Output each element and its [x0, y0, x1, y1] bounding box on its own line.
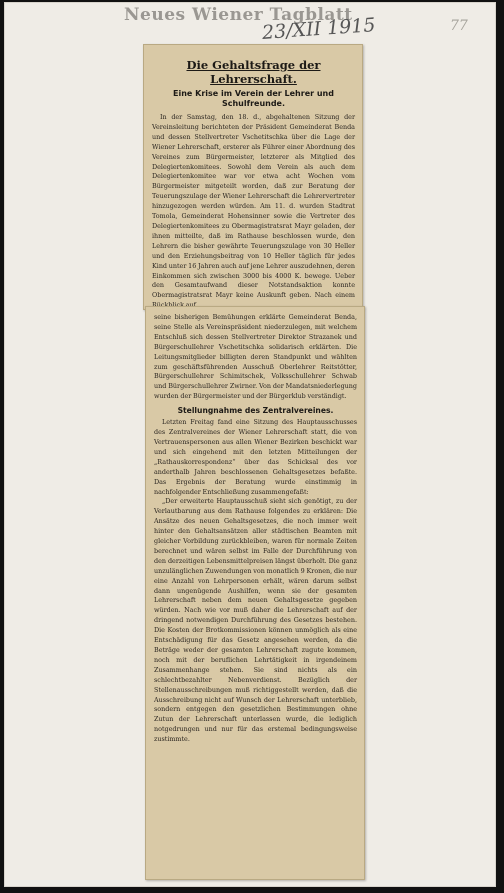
article-headline: Die Gehaltsfrage der Lehrerschaft. — [186, 58, 321, 86]
article-paragraph-2: seine bisherigen Bemühungen erklärte Gemeinderat Benda, seine Stelle als Vereinspräsident niederzulegen, mit welchem Entschluß sich dessen Stellvertreter Direktor Strazanek und Bürgerschullehrer Vschetitschka solidarisch erklärten. Die Leitungsmitglieder billigten deren Standpunkt und wählten zum geschäftsführenden Ausschuß Oberlehrer Reitstötter, Bürgerschullehrer Schimitschek, Volksschullehrer Schwab und Bürgerschullehrer Zwirner. Von der Mandatsniederlegung wurden der Bürgermeister und der Bürgerklub verständigt. — [154, 313, 357, 401]
article-paragraph-3: Letzten Freitag fand eine Sitzung des Hauptausschusses des Zentralvereines der Wiener Lehrerschaft statt, die von Vertrauenspersonen aus allen Wiener Bezirken beschickt war und sich eingehend mit den letzten Mitteilungen der „Rathauskorrespondenz“ über das Schicksal des vor anderthalb Jahren beschlossenen Gehaltsgesetzes befaßte. Das Ergebnis der Beratung wurde einstimmig in nachfolgender Entschließung zusammengefaßt: — [154, 418, 357, 496]
section-heading: Stellungnahme des Zentralvereines. — [177, 406, 334, 416]
clipping-bottom — [145, 306, 365, 880]
article-paragraph-4: „Der erweiterte Hauptausschuß sieht sich genötigt, zu der Verlautbarung aus dem Rathause folgendes zu erklären: Die Ansätze des neuen Gehaltsgesetzes, die noch immer weit hinter den Gehaltsansätzen aller städtischen Beamten mit gleicher Vorbildung zurückbleiben, waren für normale Zeiten berechnet und wären selbst im Falle der Durchführung von den derzeitigen Lebensmittelpreisen längst überholt. Die ganz unzulänglichen Zuwendungen von monatlich 9 Kronen, die nur eine Anzahl von Lehrpersonen erhält, wären darum selbst dann ungenügende Aushilfen, wenn sie der gesamten Lehrerschaft neben dem neuen Gehaltsgesetze gegeben würden. Nach wie vor muß daher die Lehrerschaft auf der dringend notwendigen Durchführung des Gesetzes bestehen. Die Kosten der Brotkommissionen können unmöglich als eine Entschädigung für das Gesetz angesehen werden, da die Beträge weder der gesamten Lehrerschaft zugute kommen, noch mit der beruflichen Lehrtätigkeit in irgendeinem Zusammenhange stehen. Sie sind nichts als ein schlechtbezahlter Nebenverdienst. Bezüglich der Stellenausschreibungen muß richtiggestellt werden, daß die Ausschreibung nicht auf Wunsch der Lehrerschaft unterblieb, sondern entgegen den gesetzlichen Bestimmungen ohne Zutun der Lehrerschaft unterlassen wurde, die lediglich notgedrungen und nur für das erstemal bedingungsweise zustimmte. — [154, 497, 357, 744]
article-paragraph-1: In der Samstag, den 18. d., abgehaltenen Sitzung der Vereinsleitung berichteten der Präsident Gemeinderat Benda und dessen Stellvertreter Vschetitschka über die Lage der Wiener Lehrerschaft, ersterer als Führer einer Abordnung des Vereines zum Bürgermeister, letzterer als Mitglied des Delegiertenkomitees. Sowohl dem Verein als auch dem Delegiertenkomitee war vor etwa acht Wochen vom Bürgermeister mitgeteilt worden, daß zur Beratung der Teuerungszulage der Wiener Lehrerschaft die Lehrervertreter hinzugezogen werden würden. Am 11. d. wurden Stadtrat Tomola, Gemeinderat Hohensinner sowie die Vertreter des Delegiertenkomitees zu Obermagistratsrat Mayr geladen, der ihnen mitteilte, daß im Rathause beschlossen wurde, den Lehrern die bisher gewährte Teuerungszulage von 30 Heller und den Erziehungsbeitrag von 10 Heller täglich für jedes Kind unter 16 Jahren auch auf jene Lehrer auszudehnen, deren Einkommen sich zwischen 3000 bis 4000 K. bewege. Ueber den Gesamtaufwand dieser Notstandsaktion konnte Obermagistratsrat Mayr keine Auskunft geben. Nach einem — [152, 113, 355, 300]
clipping-top — [143, 44, 363, 310]
archive-number: 77 — [450, 18, 468, 34]
handwritten-date: 23/XII 1915 — [261, 14, 377, 44]
newspaper-masthead: Neues Wiener Tagblatt — [124, 5, 353, 25]
article-subheadline: Eine Krise im Verein der Lehrer und Schulfreunde. — [173, 89, 334, 108]
